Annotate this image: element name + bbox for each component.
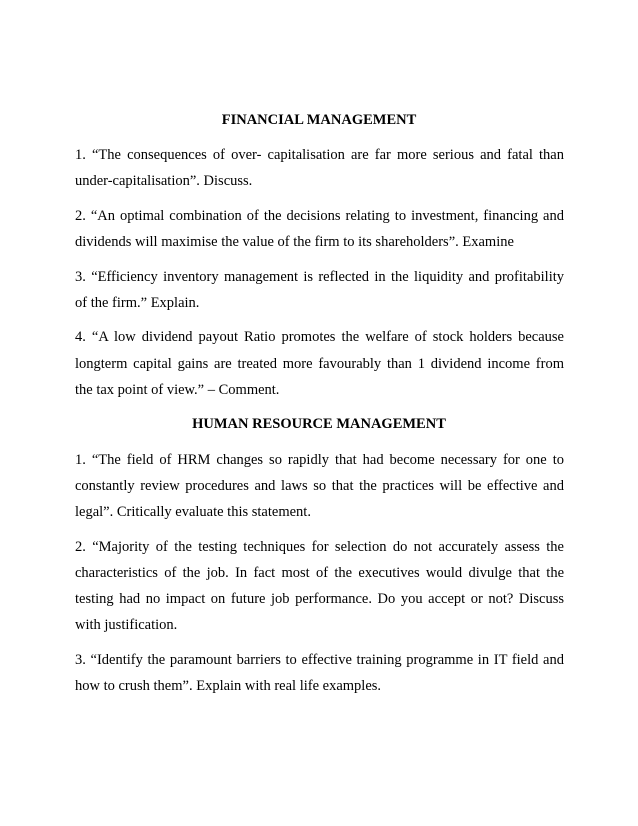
financial-q3-line-2: of the firm.” Explain. (75, 295, 200, 311)
financial-q4-line-2: longterm capital gains are treated more favourably than 1 dividend income from (75, 356, 564, 372)
financial-q2-line-1: 2. “An optimal combination of the decisions relating to investment, financing and (75, 208, 564, 224)
financial-q1-line-2: under-capitalisation”. Discuss. (75, 173, 253, 189)
hrm-q2-line-2: characteristics of the job. In fact most of the executives would divulge that the (75, 565, 564, 581)
financial-q4-line-1: 4. “A low dividend payout Ratio promotes the welfare of stock holders because (75, 329, 564, 345)
financial-q4-line-3: the tax point of view.” – Comment. (75, 382, 280, 398)
hrm-q2-line-4: with justification. (75, 617, 178, 633)
financial-management-heading: FINANCIAL MANAGEMENT (221, 112, 417, 128)
hrm-q2-line-1: 2. “Majority of the testing techniques for selection do not accurately assess the (75, 539, 564, 555)
hrm-heading: HUMAN RESOURCE MANAGEMENT (192, 416, 446, 432)
hrm-q1-line-2: constantly review procedures and laws so that the practices will be effective and (75, 478, 564, 494)
financial-q3-line-1: 3. “Efficiency inventory management is reflected in the liquidity and profitability (75, 269, 564, 285)
hrm-q3-line-2: how to crush them”. Explain with real life examples. (75, 678, 382, 694)
financial-q1-line-1: 1. “The consequences of over- capitalisation are far more serious and fatal than (75, 147, 564, 163)
hrm-q3-line-1: 3. “Identify the paramount barriers to effective training programme in IT field and (75, 652, 564, 668)
hrm-q1-line-1: 1. “The field of HRM changes so rapidly that had become necessary for one to (75, 452, 564, 468)
hrm-q2-line-3: testing had no impact on future job performance. Do you accept or not? Discuss (75, 591, 564, 607)
hrm-q1-line-3: legal”. Critically evaluate this statement. (75, 504, 311, 520)
financial-q2-line-2: dividends will maximise the value of the firm to its shareholders”. Examine (75, 234, 514, 250)
